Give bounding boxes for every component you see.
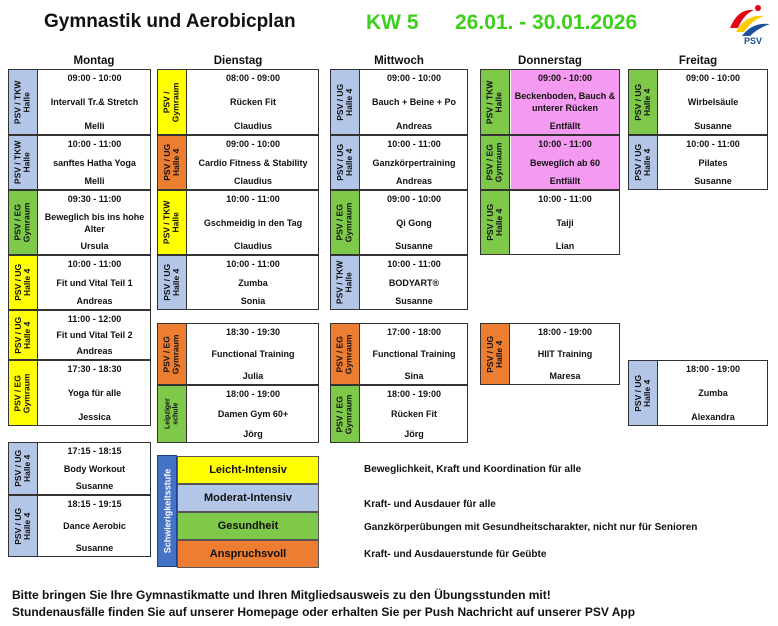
class-time: 09:30 - 11:00 (67, 194, 122, 204)
class-name: Fit und Vital Teil 2 (56, 329, 133, 340)
class-name: Zumba (698, 387, 728, 398)
location-label: PSV / TKW Halle (481, 70, 510, 134)
legend-level-moderat: Moderat-Intensiv (177, 484, 319, 512)
trainer-name: Jörg (243, 429, 263, 439)
class-time: 10:00 - 11:00 (538, 139, 592, 149)
trainer-name: Melli (84, 121, 105, 131)
location-label: PSV / TKW Halle (158, 191, 187, 254)
location-label: PSV / UG Halle 4 (629, 70, 658, 134)
class-card[interactable] (8, 495, 151, 557)
trainer-name: Claudius (233, 121, 272, 131)
legend-level-anspruchsvoll: Anspruchsvoll (177, 540, 319, 568)
location-label: PSV / EG Gymraum (331, 191, 360, 254)
class-time: 10:00 - 11:00 (387, 259, 441, 269)
legend-description: Beweglichkeit, Kraft und Koordination für alle (364, 464, 582, 475)
location-label: PSV / UG Halle 4 (9, 496, 38, 556)
class-card[interactable] (480, 190, 620, 255)
location-label: PSV / UG Halle 4 (9, 311, 38, 359)
location-label: PSV / EG Gymraum (481, 136, 510, 189)
class-time: 17:30 - 18:30 (67, 364, 122, 374)
class-name: Ganzkörpertraining (372, 157, 456, 168)
class-card[interactable] (330, 255, 468, 310)
class-card-cancelled[interactable] (480, 135, 620, 190)
location-label: PSV / EG Gymraum (158, 324, 187, 384)
class-time: 10:00 - 11:00 (67, 139, 122, 149)
trainer-name: Andreas (395, 176, 432, 186)
class-time: 18:00 - 19:00 (386, 389, 442, 399)
class-card[interactable] (157, 135, 319, 190)
location-label: PSV / Gymraum (158, 70, 187, 134)
trainer-name: Sina (404, 371, 424, 381)
class-time: 09:00 - 10:00 (685, 73, 741, 83)
class-card[interactable] (330, 69, 468, 135)
psv-logo (724, 2, 774, 46)
location-label: PSV / UG Halle 4 (158, 136, 187, 189)
legend-level-leicht: Leicht-Intensiv (177, 456, 319, 484)
day-header-mittwoch: Mittwoch (374, 55, 424, 67)
trainer-name: Susanne (395, 241, 433, 251)
class-time: 18:15 - 19:15 (67, 499, 122, 509)
page-title: Gymnastik und Aerobicplan (44, 11, 296, 32)
location-label: PSV / TKW Halle (9, 136, 38, 189)
trainer-name: Lian (555, 241, 575, 251)
class-card[interactable] (8, 360, 151, 426)
trainer-name: Claudius (233, 241, 272, 251)
location-label: PSV / UG Halle 4 (481, 324, 510, 384)
class-card[interactable] (8, 190, 151, 255)
location-label: PSV / EG Gymraum (9, 191, 38, 254)
location-label: PSV / EG Gymraum (9, 361, 38, 425)
location-label: PSV / UG Halle 4 (9, 443, 38, 494)
legend-level-gesundheit: Gesundheit (177, 512, 319, 540)
class-time: 09:00 - 10:00 (225, 139, 281, 149)
trainer-name: Andreas (395, 121, 432, 131)
class-card[interactable] (8, 255, 151, 310)
class-name: Wirbelsäule (687, 96, 739, 107)
trainer-name: Susanne (395, 296, 433, 306)
trainer-name: Andreas (76, 296, 113, 306)
class-card[interactable] (8, 442, 151, 495)
class-name: Pilates (698, 157, 728, 168)
location-label: PSV / UG Halle 4 (331, 136, 360, 189)
footer-note: Stundenausfälle finden Sie auf unserer Homepage oder erhalten Sie per Push Nachricht auf unserer PSV App (12, 605, 636, 619)
class-time: 09:00 - 10:00 (386, 194, 442, 204)
class-name: Yoga für alle (67, 387, 122, 398)
class-name: Zumba (238, 277, 268, 288)
location-label: PSV / UG Halle 4 (481, 191, 510, 254)
location-label: PSV / TKW Halle (9, 70, 38, 134)
class-name: HIIT Training (537, 348, 593, 359)
location-label: PSV / UG Halle 4 (629, 136, 658, 189)
day-header-montag: Montag (73, 55, 115, 67)
class-card[interactable] (157, 69, 319, 135)
class-time: 09:00 - 10:00 (67, 73, 122, 83)
location-label: PSV / UG Halle 4 (331, 70, 360, 134)
class-name: Beckenboden, Bauch & unterer Rücken (514, 90, 616, 113)
svg-text:PSV: PSV (744, 36, 763, 46)
day-header-donnerstag: Donnerstag (518, 55, 582, 67)
class-name: Intervall Tr.& Stretch (50, 96, 139, 107)
class-time: 08:00 - 09:00 (225, 73, 281, 83)
class-card[interactable] (628, 360, 768, 426)
class-time: 10:00 - 11:00 (226, 259, 280, 269)
class-time: 09:00 - 10:00 (386, 73, 442, 83)
class-time: 09:00 - 10:00 (537, 73, 593, 83)
class-card[interactable] (330, 323, 468, 385)
trainer-name: Julia (242, 371, 264, 381)
trainer-name: Melli (84, 176, 105, 186)
trainer-name: Ursula (80, 241, 109, 251)
class-card[interactable] (8, 310, 151, 360)
legend-description: Kraft- und Ausdauer für alle (364, 499, 496, 510)
class-name: Bauch + Beine + Po (371, 96, 457, 107)
class-name: Functional Training (372, 348, 456, 359)
class-name: Fit und Vital Teil 1 (56, 277, 133, 288)
class-name: Rücken Fit (229, 96, 276, 107)
trainer-name: Maresa (549, 371, 581, 381)
day-header-dienstag: Dienstag (213, 55, 263, 67)
class-time: 10:00 - 11:00 (686, 139, 740, 149)
class-card-cancelled[interactable] (480, 69, 620, 135)
class-time: 18:00 - 19:00 (685, 364, 741, 374)
class-time: 18:00 - 19:00 (537, 327, 593, 337)
trainer-name: Alexandra (691, 412, 735, 422)
location-label: PSV / EG Gymraum (331, 386, 360, 442)
class-name: Qi Gong (396, 217, 432, 228)
trainer-name: Jörg (404, 429, 424, 439)
location-label: PSV / TKW Halle (331, 256, 360, 309)
date-range: 26.01. - 30.01.2026 (455, 11, 638, 34)
location-label: Leipziger schule (158, 386, 187, 442)
class-time: 10:00 - 11:00 (538, 194, 592, 204)
class-name: Dance Aerobic (63, 520, 126, 531)
class-time: 11:00 - 12:00 (67, 314, 122, 324)
location-label: PSV / EG Gymraum (331, 324, 360, 384)
trainer-name: Claudius (233, 176, 272, 186)
footer-note: Bitte bringen Sie Ihre Gymnastikmatte und Ihren Mitgliedsausweis zu den Übungsstunden mit! (12, 588, 551, 602)
location-label: PSV / UG Halle 4 (9, 256, 38, 309)
trainer-name: Andreas (76, 346, 113, 356)
class-name: Gschmeidig in den Tag (203, 217, 303, 228)
class-name: BODYART® (388, 277, 440, 288)
class-card[interactable] (157, 323, 319, 385)
legend-description: Ganzkörperübungen mit Gesundheitscharakter, nicht nur für Senioren (364, 522, 698, 533)
class-name: Taiji (556, 217, 574, 228)
week-number: KW 5 (366, 11, 419, 34)
class-card[interactable] (8, 69, 151, 135)
class-time: 17:15 - 18:15 (67, 446, 122, 456)
class-name: Functional Training (211, 348, 295, 359)
class-card[interactable] (330, 135, 468, 190)
class-card[interactable] (480, 323, 620, 385)
class-name: Rücken Fit (390, 408, 437, 419)
class-time: 17:00 - 18:00 (386, 327, 442, 337)
trainer-name: Susanne (75, 481, 114, 491)
class-card[interactable] (628, 135, 768, 190)
cancelled-notice: Entfällt (549, 176, 581, 186)
class-time: 10:00 - 11:00 (387, 139, 441, 149)
location-label: PSV / UG Halle 4 (629, 361, 658, 425)
class-time: 10:00 - 11:00 (67, 259, 122, 269)
trainer-name: Susanne (75, 543, 114, 553)
day-header-freitag: Freitag (678, 55, 718, 67)
class-card[interactable] (8, 135, 151, 190)
class-time: 18:30 - 19:30 (225, 327, 281, 337)
cancelled-notice: Entfällt (549, 121, 581, 131)
class-name: Cardio Fitness & Stability (198, 157, 308, 168)
class-card[interactable] (628, 69, 768, 135)
location-label: PSV / UG Halle 4 (158, 256, 187, 309)
legend-side-label: Schwierigkeitsstufe (157, 455, 177, 567)
class-name: sanftes Hatha Yoga (53, 157, 136, 168)
class-time: 18:00 - 19:00 (225, 389, 281, 399)
class-name: Beweglich ab 60 (529, 157, 601, 168)
class-card[interactable] (330, 190, 468, 255)
class-time: 10:00 - 11:00 (226, 194, 280, 204)
class-name: Beweglich bis ins hohe Alter (44, 211, 145, 234)
trainer-name: Susanne (694, 121, 732, 131)
class-name: Damen Gym 60+ (217, 408, 289, 419)
class-card[interactable] (157, 255, 319, 310)
trainer-name: Jessica (78, 412, 111, 422)
class-card[interactable] (157, 385, 319, 443)
class-card[interactable] (330, 385, 468, 443)
trainer-name: Susanne (694, 176, 732, 186)
trainer-name: Sonia (240, 296, 266, 306)
legend-description: Kraft- und Ausdauerstunde für Geübte (364, 549, 547, 560)
class-name: Body Workout (63, 463, 126, 474)
class-card[interactable] (157, 190, 319, 255)
